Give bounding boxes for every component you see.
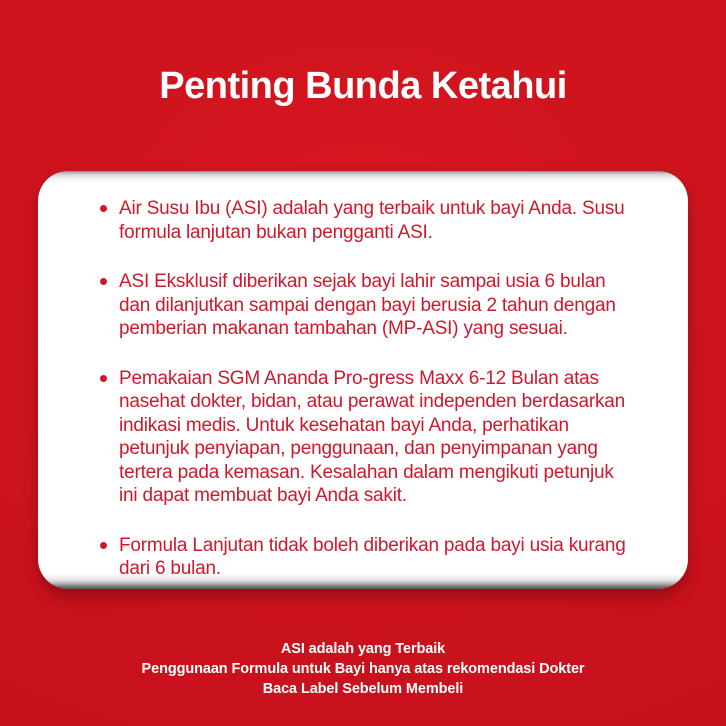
bullet-item-age-restriction: [100, 534, 635, 581]
page-title: Penting Bunda Ketahui: [159, 65, 567, 107]
footer-line-doctor-recommendation: Penggunaan Formula untuk Bayi hanya atas rekomendasi Dokter: [141, 661, 585, 677]
bullet-dot-icon: [100, 375, 107, 382]
footer-disclaimer: [0, 639, 726, 699]
bullet-item-usage-advice: [100, 367, 635, 508]
bullet-dot-icon: [100, 542, 107, 549]
bullet-dot-icon: [100, 205, 107, 212]
bullet-item-breastmilk-best: [100, 197, 635, 244]
footer-line-asi-best: ASI adalah yang Terbaik: [280, 641, 446, 657]
bullet-text-breastmilk-best: Air Susu Ibu (ASI) adalah yang terbaik untuk bayi Anda. Susu formula lanjutan bukan pengganti ASI.: [119, 198, 625, 243]
bullet-text-usage-advice: Pemakaian SGM Ananda Pro-gress Maxx 6-12 Bulan atas nasehat dokter, bidan, atau perawat independen berdasarkan indikasi medis. Untuk kesehatan bayi Anda, perhatikan petunjuk penyiapan, penggunaan, dan penyimpanan yang tertera pada kemasan. Kesalahan dalam mengikuti petunjuk ini dapat membuat bayi Anda sakit.: [119, 367, 626, 506]
notice-card: [38, 171, 688, 589]
notice-card-content: [100, 197, 646, 581]
footer-line-read-label: Baca Label Sebelum Membeli: [262, 681, 464, 697]
bullet-text-age-restriction: Formula Lanjutan tidak boleh diberikan pada bayi usia kurang dari 6 bulan.: [119, 534, 626, 579]
bullet-dot-icon: [100, 278, 107, 285]
bullet-text-exclusive-breastfeeding: ASI Eksklusif diberikan sejak bayi lahir sampai usia 6 bulan dan dilanjutkan sampai dengan bayi berusia 2 tahun dengan pemberian makanan tambahan (MP-ASI) yang sesuai.: [119, 271, 616, 339]
bullet-list: [100, 197, 646, 581]
bullet-item-exclusive-breastfeeding: [100, 270, 635, 341]
